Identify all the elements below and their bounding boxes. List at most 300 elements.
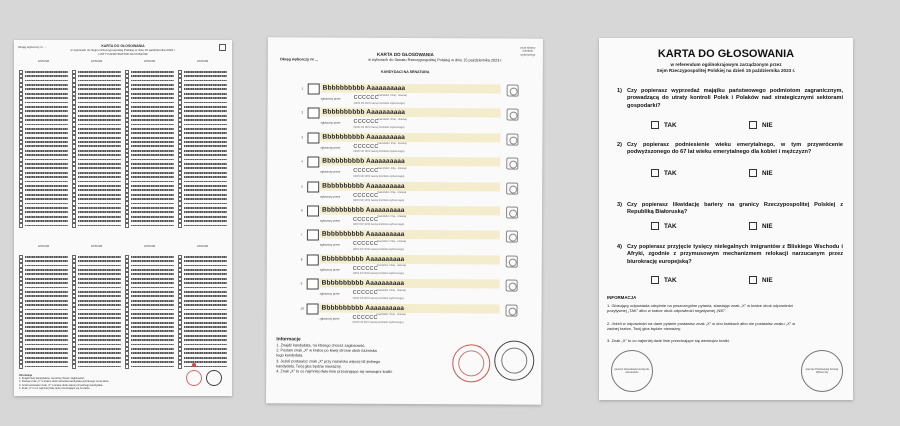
candidate-name-placeholder (78, 194, 121, 196)
candidate-line (178, 299, 227, 303)
candidate-name-placeholder (131, 330, 174, 332)
candidate-name: Bbbbbbbbbb Aaaaaaaaaa (321, 279, 405, 288)
candidate-line (72, 175, 121, 179)
candidate-name-placeholder (25, 361, 68, 363)
candidate-line (178, 127, 227, 131)
candidate-name-placeholder (131, 207, 174, 209)
candidate-name-placeholder (25, 317, 68, 319)
candidate-line (72, 127, 121, 131)
candidate-line (178, 158, 227, 162)
candidate-name-placeholder (78, 137, 121, 139)
committee-caption: (skrót lub skrót nazwy komitetu wyborczego) (353, 174, 405, 178)
candidate-name-placeholder (78, 167, 121, 169)
candidate-line (19, 118, 68, 122)
candidate-name-placeholder (184, 198, 227, 200)
committee-name: CCCCCC (353, 167, 379, 175)
reporter-label: zgłoszony przez (319, 242, 340, 248)
candidate-line (178, 334, 227, 338)
candidate-name-placeholder (131, 326, 174, 328)
candidate-name-placeholder (78, 145, 121, 147)
candidate-line (19, 136, 68, 140)
referendum-info-title: INFORMACJA (607, 295, 637, 300)
sejm-info-title: Informacje (19, 373, 33, 377)
candidate-line (19, 171, 68, 175)
candidate-line (72, 259, 121, 263)
candidate-name-placeholder (78, 256, 121, 258)
candidate-line (125, 308, 174, 312)
candidate-name-placeholder (25, 163, 68, 165)
candidate-line (19, 193, 68, 197)
reporter-label: zgłoszony przez (320, 120, 341, 126)
candidate-line (72, 224, 121, 228)
candidate-line (72, 343, 121, 347)
candidate-name-placeholder (184, 352, 227, 354)
sejm-info-line: 1. Znajdź listę kandydatów, na której chcesz zagłosować. (19, 377, 85, 381)
question-text: Czy popierasz likwidację bariery na granicy Rzeczypospolitej Polskiej z Republiką Białoruską? (627, 202, 843, 216)
candidate-name-placeholder (78, 313, 121, 315)
candidate-line (72, 171, 121, 175)
candidate-line (178, 365, 227, 369)
candidate-line (125, 325, 174, 329)
candidate-line (72, 295, 121, 299)
checkbox[interactable] (749, 222, 757, 230)
sejm-ballot-subtitle2: LISTY KANDYDATÓW NA POSŁÓW (98, 52, 148, 56)
candidate-line (125, 365, 174, 369)
name-caption: (nazwisko i imię - imiona) (376, 264, 406, 268)
candidate-name-placeholder (131, 141, 174, 143)
candidate-line (19, 206, 68, 210)
candidate-name-placeholder (131, 145, 174, 147)
candidate-line (72, 149, 121, 153)
candidate-name-placeholder (184, 335, 227, 337)
checkbox[interactable] (749, 169, 757, 177)
candidate-line (19, 153, 68, 157)
candidate-name-placeholder (184, 317, 227, 319)
checkbox[interactable] (72, 364, 76, 368)
committee-logo-icon (506, 182, 518, 194)
answer-label: TAK (664, 276, 677, 284)
candidate-name-placeholder (78, 185, 121, 187)
candidate-name-placeholder (184, 330, 227, 332)
candidate-name-placeholder (131, 348, 174, 350)
candidate-name-placeholder (131, 220, 174, 222)
candidate-name-placeholder (25, 119, 68, 121)
question-number: 3) (617, 202, 622, 208)
candidate-line (125, 295, 174, 299)
checkbox[interactable] (19, 364, 23, 368)
candidate-name-placeholder (184, 189, 227, 191)
committee-logo-icon (506, 158, 518, 170)
candidate-list-column (72, 245, 121, 369)
candidate-name-placeholder (184, 269, 227, 271)
vote-checkbox[interactable] (308, 83, 320, 94)
candidate-name-placeholder (184, 110, 227, 112)
candidate-name-placeholder (78, 330, 121, 332)
candidate-line (72, 114, 121, 118)
candidate-line (178, 105, 227, 109)
checkbox[interactable] (19, 223, 23, 227)
candidate-line (125, 303, 174, 307)
candidate-name-placeholder (78, 128, 121, 130)
answer-label: NIE (762, 169, 773, 177)
vote-checkbox[interactable] (307, 230, 319, 241)
candidate-line (178, 224, 227, 228)
candidate-line (125, 136, 174, 140)
checkbox[interactable] (749, 276, 757, 284)
candidate-line (72, 197, 121, 201)
candidate-line (19, 356, 68, 360)
candidate-line (178, 114, 227, 118)
candidate-name-placeholder (25, 97, 68, 99)
candidate-line (72, 281, 121, 285)
candidate-line (178, 74, 227, 78)
name-caption: (nazwisko i imię - imiona) (377, 93, 407, 97)
candidate-name-placeholder (184, 348, 227, 350)
answer-yes-2[interactable] (651, 169, 677, 177)
checkbox[interactable] (651, 222, 659, 230)
candidate-name-placeholder (25, 256, 68, 258)
candidate-name-placeholder (131, 172, 174, 174)
candidate-line (178, 123, 227, 127)
candidate-line (72, 136, 121, 140)
candidate-line (178, 308, 227, 312)
candidate-lists-bottom (19, 245, 227, 369)
candidate-name-placeholder (131, 189, 174, 191)
candidate-line (19, 167, 68, 171)
candidate-name-placeholder (78, 110, 121, 112)
candidate-name-placeholder (25, 282, 68, 284)
candidate-rows (292, 83, 528, 328)
candidate-name-placeholder (25, 326, 68, 328)
district-box (219, 44, 226, 51)
candidate-name-placeholder (78, 348, 121, 350)
candidate-line (19, 79, 68, 83)
candidate-line (19, 321, 68, 325)
candidate-line (72, 321, 121, 325)
candidate-line (19, 189, 68, 193)
candidate-line (125, 131, 174, 135)
candidate-name-placeholder (184, 128, 227, 130)
candidate-line (178, 268, 227, 272)
candidate-line (72, 162, 121, 166)
answer-no-2[interactable] (749, 169, 773, 177)
candidate-line (19, 299, 68, 303)
candidate-name-placeholder (78, 124, 121, 126)
candidate-name-placeholder (184, 344, 227, 346)
candidate-line (19, 273, 68, 277)
candidate-name-placeholder (78, 203, 121, 205)
candidate-line (72, 312, 121, 316)
candidate-name-placeholder (184, 361, 227, 363)
checkbox[interactable] (72, 223, 76, 227)
candidate-line (125, 79, 174, 83)
candidate-row (293, 181, 528, 207)
candidate-line (125, 189, 174, 193)
candidate-line (125, 273, 174, 277)
committee-caption: (skrót lub skrót nazwy komitetu wyborczego) (353, 150, 405, 154)
candidate-name-placeholder (25, 71, 68, 73)
candidate-number: 5 (301, 184, 303, 189)
candidate-name: Bbbbbbbbbb Aaaaaaaaaa (322, 182, 405, 190)
checkbox[interactable] (125, 364, 129, 368)
candidate-name-placeholder (78, 265, 121, 267)
candidate-name-placeholder (78, 154, 121, 156)
candidate-name-placeholder (25, 287, 68, 289)
candidate-line (178, 330, 227, 334)
candidate-line (125, 206, 174, 210)
candidate-line (178, 88, 227, 92)
candidate-name-placeholder (78, 344, 121, 346)
candidate-name-placeholder (131, 225, 174, 227)
committee-logo-icon (506, 133, 518, 145)
candidate-line (125, 123, 174, 127)
checkbox[interactable] (651, 276, 659, 284)
candidate-lists-top (19, 60, 227, 228)
candidate-name-placeholder (131, 71, 174, 73)
candidate-line (125, 264, 174, 268)
candidate-name-placeholder (131, 357, 174, 359)
sejm-info-line: 4. Znak „X” to co najmniej dwie linie przecinające się w kratce. (19, 386, 91, 390)
candidate-name-placeholder (131, 150, 174, 152)
candidate-name-placeholder (131, 335, 174, 337)
candidate-name-placeholder (78, 102, 121, 104)
candidate-line (178, 184, 227, 188)
question-3 (617, 202, 843, 217)
stamp-red (186, 370, 202, 386)
candidate-name-placeholder (131, 110, 174, 112)
candidate-name-placeholder (131, 128, 174, 130)
candidate-line (19, 325, 68, 329)
candidate-line (178, 197, 227, 201)
candidate-line (178, 286, 227, 290)
candidate-name-placeholder (78, 159, 121, 161)
candidate-name-placeholder (25, 211, 68, 213)
answer-yes-3[interactable] (651, 222, 677, 230)
candidate-line (125, 338, 174, 342)
candidate-name-placeholder (184, 84, 227, 86)
candidate-name-placeholder (25, 207, 68, 209)
candidate-name-placeholder (131, 88, 174, 90)
candidate-name-placeholder (184, 106, 227, 108)
candidate-name-placeholder (78, 220, 121, 222)
candidate-line (19, 308, 68, 312)
candidate-line (125, 193, 174, 197)
candidate-name-placeholder (25, 273, 68, 275)
candidate-number: 6 (301, 208, 303, 213)
candidate-row (294, 83, 529, 109)
candidate-name-placeholder (78, 326, 121, 328)
candidate-name-placeholder (184, 300, 227, 302)
candidate-line (178, 259, 227, 263)
committee-name: CCCCCC (352, 289, 378, 296)
candidate-name-placeholder (78, 339, 121, 341)
candidate-name-placeholder (184, 211, 227, 213)
answer-no-1[interactable] (749, 121, 773, 129)
answer-yes-4[interactable] (651, 276, 677, 284)
candidate-row (293, 230, 528, 256)
committee-caption: (skrót lub skrót nazwy komitetu wyborczego) (352, 296, 404, 300)
answer-yes-1[interactable] (651, 121, 677, 129)
candidate-name-placeholder (25, 176, 68, 178)
sejm-ballot-info (19, 374, 139, 390)
candidate-name-placeholder (184, 71, 227, 73)
question-2 (617, 142, 843, 157)
candidate-name-placeholder (131, 317, 174, 319)
vote-checkbox[interactable] (307, 132, 319, 143)
candidate-name-placeholder (25, 93, 68, 95)
candidate-name-placeholder (184, 137, 227, 139)
candidate-name-placeholder (131, 278, 174, 280)
candidate-name-placeholder (25, 88, 68, 90)
candidate-name-placeholder (184, 256, 227, 258)
candidate-name-placeholder (131, 137, 174, 139)
candidate-name-placeholder (25, 102, 68, 104)
candidate-line (72, 96, 121, 100)
candidate-line (178, 321, 227, 325)
candidate-name-placeholder (184, 366, 227, 368)
candidate-line (125, 140, 174, 144)
candidate-name-placeholder (131, 269, 174, 271)
candidate-number: 8 (300, 257, 303, 262)
candidate-line (125, 114, 174, 118)
candidate-name-placeholder (78, 291, 121, 293)
candidate-row (293, 132, 528, 158)
candidate-name-placeholder (131, 282, 174, 284)
candidate-name-placeholder (78, 366, 121, 368)
candidate-name-placeholder (184, 167, 227, 169)
candidate-line (19, 70, 68, 74)
candidate-line (178, 215, 227, 219)
candidate-name-placeholder (131, 132, 174, 134)
candidate-line (19, 175, 68, 179)
candidate-name-placeholder (184, 172, 227, 174)
candidate-line (19, 83, 68, 87)
list-title: LISTA NR (196, 60, 209, 63)
district-label: Okręg wyborczy nr ... (18, 45, 47, 49)
candidate-line (19, 281, 68, 285)
candidate-name-placeholder (78, 304, 121, 306)
vote-checkbox[interactable] (308, 108, 320, 119)
sejm-ballot-subtitle: w wyborach do Sejmu Rzeczypospolitej Polskiej w dniu 15 października 2023 r. (70, 48, 176, 52)
candidate-line (19, 131, 68, 135)
candidate-line (19, 343, 68, 347)
candidate-name-placeholder (131, 119, 174, 121)
candidate-name-placeholder (131, 273, 174, 275)
candidate-name-placeholder (131, 102, 174, 104)
committee-logo-icon (507, 109, 519, 121)
candidate-name-placeholder (131, 291, 174, 293)
vote-checkbox[interactable] (307, 157, 319, 168)
candidate-name-placeholder (78, 80, 121, 82)
candidate-line (72, 158, 121, 162)
senate-ballot-subtitle: w wyborach do Senatu Rzeczypospolitej Polskiej w dniu 15 października 2023 r. (368, 57, 503, 63)
candidate-name-placeholder (25, 309, 68, 311)
candidate-line (19, 334, 68, 338)
candidate-name-placeholder (25, 185, 68, 187)
candidate-line (178, 277, 227, 281)
candidate-line (125, 162, 174, 166)
candidate-name-placeholder (131, 75, 174, 77)
candidate-line (125, 149, 174, 153)
checkbox[interactable] (749, 121, 757, 129)
vote-checkbox[interactable] (307, 279, 319, 290)
name-caption: (nazwisko i imię - imiona) (376, 288, 406, 292)
candidate-line (125, 175, 174, 179)
candidate-line (72, 303, 121, 307)
candidate-name-placeholder (184, 339, 227, 341)
senate-info-line: 2. Postaw znak „X” w kratce po lewej stronie obok nazwiska (276, 348, 377, 354)
candidate-line (178, 343, 227, 347)
answer-no-3[interactable] (749, 222, 773, 230)
reporter-label: zgłoszony przez (320, 96, 341, 101)
candidate-number: 4 (301, 159, 303, 164)
candidate-name-placeholder (25, 128, 68, 130)
candidate-name-placeholder (25, 141, 68, 143)
reporter-label: zgłoszony przez (319, 291, 340, 296)
candidate-line (178, 264, 227, 268)
checkbox[interactable] (125, 223, 129, 227)
candidate-line (19, 74, 68, 78)
answer-no-4[interactable] (749, 276, 773, 284)
candidate-line (125, 101, 174, 105)
checkbox[interactable] (651, 169, 659, 177)
checkbox[interactable] (651, 121, 659, 129)
candidate-line (72, 206, 121, 210)
candidate-line (178, 118, 227, 122)
candidate-line (19, 303, 68, 307)
question-1 (617, 88, 843, 110)
referendum-info-line: 1. Głosujący odpowiada odrębnie na poszczególne pytania, stawiając znak „X” w kratce obok odpowiedzi pozytywnej „TAK” albo w kratce obok odpowiedzi negatywnej „NIE”. (607, 303, 793, 314)
vote-checkbox[interactable] (307, 254, 319, 265)
candidate-name-placeholder (25, 159, 68, 161)
candidate-name-placeholder (131, 295, 174, 297)
senate-info-title: Informacje (276, 337, 301, 343)
candidate-line (178, 316, 227, 320)
checkbox[interactable] (178, 223, 182, 227)
checkbox[interactable] (178, 364, 182, 368)
candidate-name-placeholder (78, 278, 121, 280)
candidate-name-placeholder (184, 278, 227, 280)
sejm-ballot-sheet (14, 40, 232, 396)
candidate-line (178, 140, 227, 144)
candidates-heading: KANDYDACI NA SENATORA (381, 69, 430, 75)
candidate-name-placeholder (131, 260, 174, 262)
candidate-name-placeholder (25, 181, 68, 183)
candidate-name-placeholder (25, 330, 68, 332)
candidate-name-placeholder (184, 265, 227, 267)
candidate-line (19, 211, 68, 215)
stamp-right: pieczęć Państwowej Komisji Wyborczej (801, 350, 843, 392)
candidate-line (178, 153, 227, 157)
candidate-line (19, 277, 68, 281)
candidate-name-placeholder (25, 300, 68, 302)
candidate-line (72, 330, 121, 334)
candidate-line (125, 316, 174, 320)
vote-checkbox[interactable] (307, 181, 319, 192)
candidate-line (178, 273, 227, 277)
senate-info-line: kandydata, Twój głos będzie nieważny. (276, 364, 342, 369)
stamp-gray (494, 340, 534, 380)
candidate-line (19, 338, 68, 342)
vote-checkbox[interactable] (307, 303, 319, 314)
answer-label: NIE (762, 121, 773, 129)
candidate-line (72, 356, 121, 360)
candidate-line (178, 70, 227, 74)
candidate-name-placeholder (184, 309, 227, 311)
candidate-line (125, 110, 174, 114)
committee-caption: (skrót lub skrót nazwy komitetu wyborczego) (353, 101, 405, 105)
vote-checkbox[interactable] (307, 205, 319, 216)
